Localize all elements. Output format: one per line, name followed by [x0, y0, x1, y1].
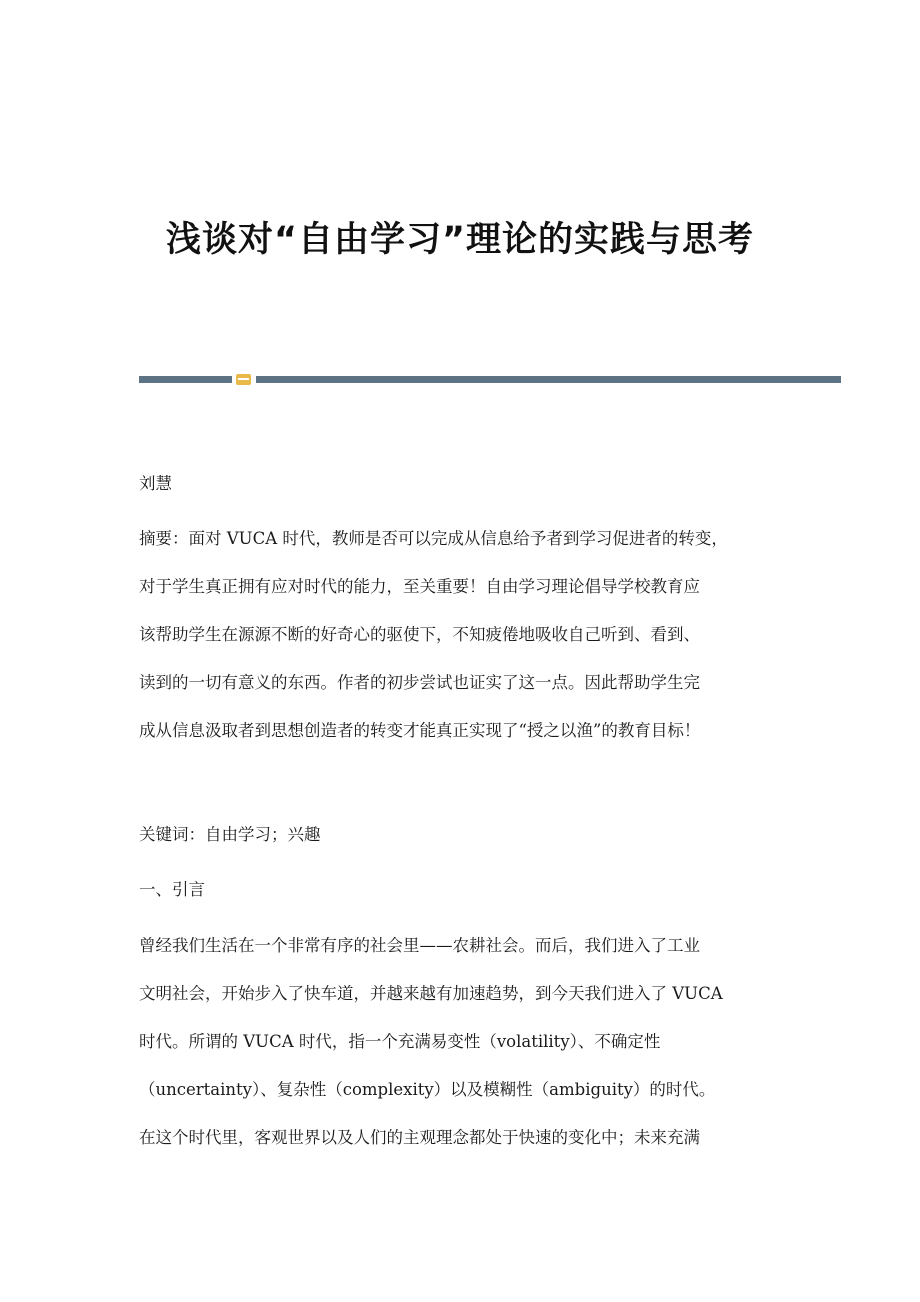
document-title: 浅谈对“自由学习”理论的实践与思考	[165, 220, 754, 260]
divider-bar-left	[139, 376, 232, 383]
abstract-line: 摘要：面对 VUCA 时代，教师是否可以完成从信息给予者到学习促进者的转变，	[139, 529, 728, 548]
keywords: 关键词：自由学习；兴趣	[139, 825, 321, 844]
divider-bar-right	[256, 376, 841, 383]
intro-line: （uncertainty）、复杂性（complexity）以及模糊性（ambiguity）的时代。	[139, 1080, 716, 1099]
intro-line: 曾经我们生活在一个非常有序的社会里——农耕社会。而后，我们进入了工业	[139, 936, 700, 955]
abstract-line: 对于学生真正拥有应对时代的能力，至关重要！自由学习理论倡导学校教育应	[139, 577, 700, 596]
intro-paragraph	[139, 922, 789, 1162]
section-heading: 一、引言	[139, 880, 205, 899]
divider-ornament-icon	[236, 374, 251, 385]
abstract-line: 读到的一切有意义的东西。作者的初步尝试也证实了这一点。因此帮助学生完	[139, 673, 700, 692]
title-divider	[139, 374, 841, 384]
intro-line: 时代。所谓的 VUCA 时代，指一个充满易变性（volatility）、不确定性	[139, 1032, 661, 1051]
abstract-line: 成从信息汲取者到思想创造者的转变才能真正实现了“授之以渔”的教育目标！	[139, 721, 701, 740]
abstract	[139, 515, 789, 755]
author-name: 刘慧	[139, 474, 172, 493]
abstract-line: 该帮助学生在源源不断的好奇心的驱使下，不知疲倦地吸收自己听到、看到、	[139, 625, 700, 644]
intro-line: 文明社会，开始步入了快车道，并越来越有加速趋势，到今天我们进入了 VUCA	[139, 984, 723, 1003]
intro-line: 在这个时代里，客观世界以及人们的主观理念都处于快速的变化中；未来充满	[139, 1128, 700, 1147]
